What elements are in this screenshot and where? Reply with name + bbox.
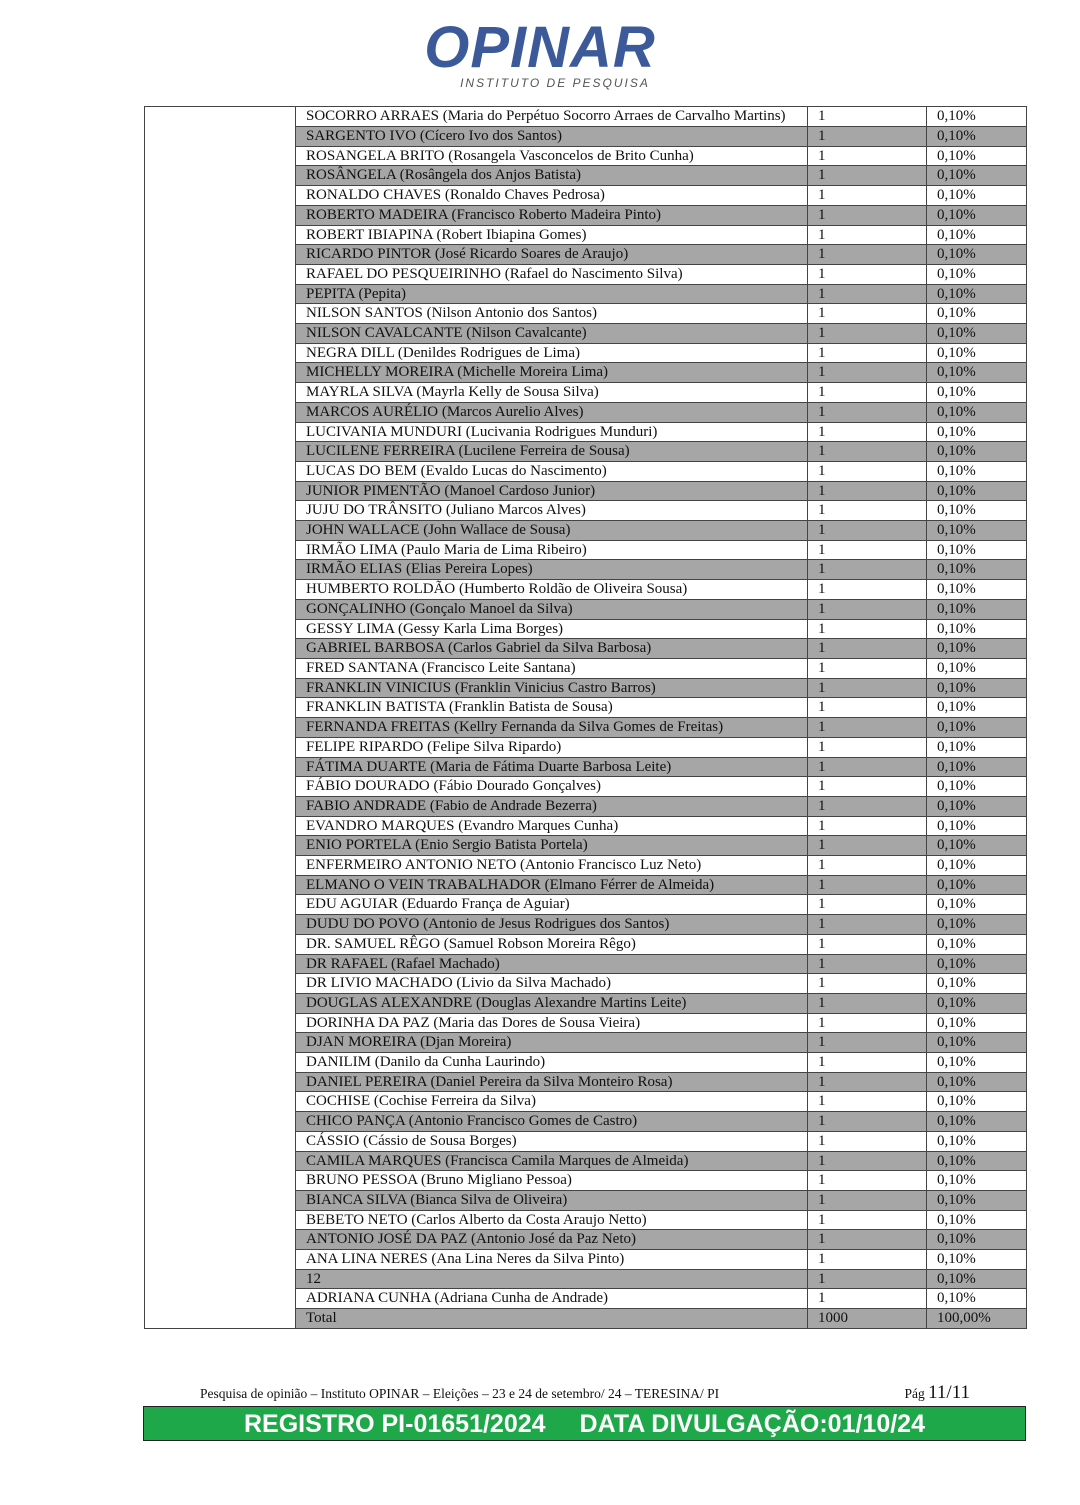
percent-cell: 0,10%	[927, 324, 1027, 344]
candidate-name-cell: NILSON SANTOS (Nilson Antonio dos Santos)	[296, 304, 808, 324]
votes-cell: 1	[808, 501, 927, 521]
candidate-name-cell: ROBERTO MADEIRA (Francisco Roberto Madeira Pinto)	[296, 205, 808, 225]
candidate-name-cell: EVANDRO MARQUES (Evandro Marques Cunha)	[296, 816, 808, 836]
percent-cell: 0,10%	[927, 1013, 1027, 1033]
candidate-name-cell: CHICO PANÇA (Antonio Francisco Gomes de Castro)	[296, 1112, 808, 1132]
percent-cell: 0,10%	[927, 580, 1027, 600]
percent-cell: 0,10%	[927, 166, 1027, 186]
votes-cell: 1	[808, 166, 927, 186]
votes-cell: 1	[808, 737, 927, 757]
results-table-body	[145, 107, 1027, 1329]
votes-cell: 1	[808, 1112, 927, 1132]
percent-cell: 0,10%	[927, 205, 1027, 225]
candidate-name-cell: SARGENTO IVO (Cícero Ivo dos Santos)	[296, 127, 808, 147]
percent-cell: 0,10%	[927, 954, 1027, 974]
footer-text: Pesquisa de opinião – Instituto OPINAR – Eleições – 23 e 24 de setembro/ 24 – TERESINA/ PI	[200, 1386, 720, 1401]
votes-cell: 1	[808, 954, 927, 974]
percent-cell: 0,10%	[927, 461, 1027, 481]
registration-banner	[143, 1406, 1026, 1441]
table-row	[145, 107, 1027, 127]
percent-cell: 0,10%	[927, 1171, 1027, 1191]
logo	[0, 15, 1080, 90]
candidate-name-cell: JUNIOR PIMENTÃO (Manoel Cardoso Junior)	[296, 481, 808, 501]
candidate-name-cell: DJAN MOREIRA (Djan Moreira)	[296, 1033, 808, 1053]
percent-cell: 0,10%	[927, 343, 1027, 363]
percent-cell: 0,10%	[927, 678, 1027, 698]
candidate-name-cell: ELMANO O VEIN TRABALHADOR (Elmano Férrer de Almeida)	[296, 875, 808, 895]
votes-cell: 1	[808, 1131, 927, 1151]
votes-cell: 1	[808, 934, 927, 954]
candidate-name-cell: IRMÃO ELIAS (Elias Pereira Lopes)	[296, 560, 808, 580]
votes-cell: 1	[808, 796, 927, 816]
votes-cell: 1	[808, 678, 927, 698]
percent-cell: 0,10%	[927, 383, 1027, 403]
page-number: 11/11	[928, 1382, 970, 1403]
candidate-name-cell: PEPITA (Pepita)	[296, 284, 808, 304]
candidate-name-cell: HUMBERTO ROLDÃO (Humberto Roldão de Oliveira Sousa)	[296, 580, 808, 600]
candidate-name-cell: IRMÃO LIMA (Paulo Maria de Lima Ribeiro)	[296, 540, 808, 560]
candidate-name-cell: ROSANGELA BRITO (Rosangela Vasconcelos de Brito Cunha)	[296, 146, 808, 166]
percent-cell: 0,10%	[927, 1092, 1027, 1112]
candidate-name-cell: FÁBIO DOURADO (Fábio Dourado Gonçalves)	[296, 777, 808, 797]
percent-cell: 0,10%	[927, 422, 1027, 442]
percent-cell: 0,10%	[927, 599, 1027, 619]
votes-cell: 1	[808, 836, 927, 856]
percent-cell: 0,10%	[927, 619, 1027, 639]
votes-cell: 1	[808, 205, 927, 225]
candidate-name-cell: DR. SAMUEL RÊGO (Samuel Robson Moreira Rêgo)	[296, 934, 808, 954]
percent-cell: 0,10%	[927, 1269, 1027, 1289]
candidate-name-cell: EDU AGUIAR (Eduardo França de Aguiar)	[296, 895, 808, 915]
votes-cell: 1	[808, 993, 927, 1013]
candidate-name-cell: BRUNO PESSOA (Bruno Migliano Pessoa)	[296, 1171, 808, 1191]
candidate-name-cell: ROSÂNGELA (Rosângela dos Anjos Batista)	[296, 166, 808, 186]
votes-cell: 1	[808, 1053, 927, 1073]
percent-cell: 0,10%	[927, 521, 1027, 541]
percent-cell: 0,10%	[927, 836, 1027, 856]
candidate-name-cell: BEBETO NETO (Carlos Alberto da Costa Araujo Netto)	[296, 1210, 808, 1230]
candidate-name-cell: ENFERMEIRO ANTONIO NETO (Antonio Francisco Luz Neto)	[296, 856, 808, 876]
logo-text: OPINAR	[424, 15, 656, 80]
candidate-name-cell: FERNANDA FREITAS (Kellry Fernanda da Silva Gomes de Freitas)	[296, 718, 808, 738]
candidate-name-cell: DR LIVIO MACHADO (Livio da Silva Machado)	[296, 974, 808, 994]
candidate-name-cell: GESSY LIMA (Gessy Karla Lima Borges)	[296, 619, 808, 639]
percent-cell: 0,10%	[927, 1289, 1027, 1309]
votes-cell: 1	[808, 107, 927, 127]
logo-subtitle: INSTITUTO DE PESQUISA	[460, 76, 650, 90]
votes-cell: 1	[808, 1013, 927, 1033]
percent-cell: 0,10%	[927, 974, 1027, 994]
votes-cell: 1	[808, 363, 927, 383]
candidate-name-cell: ENIO PORTELA (Enio Sergio Batista Portela)	[296, 836, 808, 856]
votes-cell: 1	[808, 481, 927, 501]
candidate-name-cell: LUCAS DO BEM (Evaldo Lucas do Nascimento)	[296, 461, 808, 481]
data-divulgacao-text: DATA DIVULGAÇÃO:01/10/24	[579, 1410, 925, 1438]
candidate-name-cell: DANILIM (Danilo da Cunha Laurindo)	[296, 1053, 808, 1073]
candidate-name-cell: MARCOS AURÉLIO (Marcos Aurelio Alves)	[296, 402, 808, 422]
percent-cell: 0,10%	[927, 304, 1027, 324]
candidate-name-cell: BIANCA SILVA (Bianca Silva de Oliveira)	[296, 1190, 808, 1210]
votes-cell: 1	[808, 698, 927, 718]
candidate-name-cell: COCHISE (Cochise Ferreira da Silva)	[296, 1092, 808, 1112]
percent-cell: 0,10%	[927, 481, 1027, 501]
votes-cell: 1	[808, 580, 927, 600]
candidate-name-cell: DUDU DO POVO (Antonio de Jesus Rodrigues dos Santos)	[296, 915, 808, 935]
candidate-name-cell: MICHELLY MOREIRA (Michelle Moreira Lima)	[296, 363, 808, 383]
votes-cell: 1	[808, 1190, 927, 1210]
votes-cell: 1	[808, 639, 927, 659]
votes-cell: 1	[808, 895, 927, 915]
votes-cell: 1	[808, 146, 927, 166]
footer	[200, 1382, 980, 1403]
votes-cell: 1	[808, 383, 927, 403]
page-indicator	[905, 1382, 971, 1404]
results-table-container	[144, 106, 1026, 1329]
votes-cell: 1	[808, 816, 927, 836]
percent-cell: 0,10%	[927, 757, 1027, 777]
candidate-name-cell: ANA LINA NERES (Ana Lina Neres da Silva Pinto)	[296, 1250, 808, 1270]
candidate-name-cell: DR RAFAEL (Rafael Machado)	[296, 954, 808, 974]
candidate-name-cell: FRED SANTANA (Francisco Leite Santana)	[296, 658, 808, 678]
candidate-name-cell: FÁTIMA DUARTE (Maria de Fátima Duarte Barbosa Leite)	[296, 757, 808, 777]
candidate-name-cell: FRANKLIN BATISTA (Franklin Batista de Sousa)	[296, 698, 808, 718]
percent-cell: 0,10%	[927, 856, 1027, 876]
percent-cell: 0,10%	[927, 1210, 1027, 1230]
votes-cell: 1	[808, 245, 927, 265]
candidate-name-cell: LUCILENE FERREIRA (Lucilene Ferreira de Sousa)	[296, 442, 808, 462]
votes-cell: 1	[808, 1151, 927, 1171]
votes-cell: 1	[808, 304, 927, 324]
votes-cell: 1	[808, 1072, 927, 1092]
candidate-name-cell: RONALDO CHAVES (Ronaldo Chaves Pedrosa)	[296, 186, 808, 206]
votes-cell: 1	[808, 1171, 927, 1191]
votes-cell: 1	[808, 343, 927, 363]
votes-cell: 1	[808, 324, 927, 344]
votes-cell: 1	[808, 1033, 927, 1053]
votes-cell: 1	[808, 560, 927, 580]
candidate-name-cell: LUCIVANIA MUNDURI (Lucivania Rodrigues Munduri)	[296, 422, 808, 442]
results-table	[144, 106, 1027, 1329]
votes-cell: 1	[808, 540, 927, 560]
candidate-name-cell: FRANKLIN VINICIUS (Franklin Vinicius Castro Barros)	[296, 678, 808, 698]
percent-cell: 0,10%	[927, 1033, 1027, 1053]
percent-cell: 100,00%	[927, 1309, 1027, 1329]
candidate-name-cell: CÁSSIO (Cássio de Sousa Borges)	[296, 1131, 808, 1151]
candidate-name-cell: GONÇALINHO (Gonçalo Manoel da Silva)	[296, 599, 808, 619]
votes-cell: 1	[808, 521, 927, 541]
votes-cell: 1	[808, 442, 927, 462]
percent-cell: 0,10%	[927, 284, 1027, 304]
votes-cell: 1	[808, 1250, 927, 1270]
percent-cell: 0,10%	[927, 402, 1027, 422]
votes-cell: 1	[808, 127, 927, 147]
votes-cell: 1	[808, 915, 927, 935]
percent-cell: 0,10%	[927, 737, 1027, 757]
candidate-name-cell: GABRIEL BARBOSA (Carlos Gabriel da Silva Barbosa)	[296, 639, 808, 659]
percent-cell: 0,10%	[927, 501, 1027, 521]
votes-cell: 1	[808, 186, 927, 206]
percent-cell: 0,10%	[927, 225, 1027, 245]
percent-cell: 0,10%	[927, 698, 1027, 718]
candidate-name-cell: RICARDO PINTOR (José Ricardo Soares de Araujo)	[296, 245, 808, 265]
percent-cell: 0,10%	[927, 639, 1027, 659]
percent-cell: 0,10%	[927, 245, 1027, 265]
candidate-name-cell: NILSON CAVALCANTE (Nilson Cavalcante)	[296, 324, 808, 344]
percent-cell: 0,10%	[927, 1112, 1027, 1132]
votes-cell: 1	[808, 974, 927, 994]
votes-cell: 1	[808, 1230, 927, 1250]
percent-cell: 0,10%	[927, 718, 1027, 738]
votes-cell: 1	[808, 757, 927, 777]
candidate-name-cell: FELIPE RIPARDO (Felipe Silva Ripardo)	[296, 737, 808, 757]
blank-column-cell	[145, 107, 296, 1329]
candidate-name-cell: MAYRLA SILVA (Mayrla Kelly de Sousa Silva)	[296, 383, 808, 403]
votes-cell: 1	[808, 422, 927, 442]
percent-cell: 0,10%	[927, 1053, 1027, 1073]
percent-cell: 0,10%	[927, 875, 1027, 895]
registro-text: REGISTRO PI-01651/2024	[244, 1410, 546, 1438]
percent-cell: 0,10%	[927, 895, 1027, 915]
percent-cell: 0,10%	[927, 1072, 1027, 1092]
percent-cell: 0,10%	[927, 915, 1027, 935]
percent-cell: 0,10%	[927, 777, 1027, 797]
percent-cell: 0,10%	[927, 934, 1027, 954]
candidate-name-cell: JUJU DO TRÂNSITO (Juliano Marcos Alves)	[296, 501, 808, 521]
percent-cell: 0,10%	[927, 658, 1027, 678]
candidate-name-cell: JOHN WALLACE (John Wallace de Sousa)	[296, 521, 808, 541]
votes-cell: 1	[808, 225, 927, 245]
votes-cell: 1	[808, 264, 927, 284]
votes-cell: 1	[808, 284, 927, 304]
percent-cell: 0,10%	[927, 442, 1027, 462]
votes-cell: 1	[808, 777, 927, 797]
candidate-name-cell: ANTONIO JOSÉ DA PAZ (Antonio José da Paz Neto)	[296, 1230, 808, 1250]
percent-cell: 0,10%	[927, 540, 1027, 560]
candidate-name-cell: DOUGLAS ALEXANDRE (Douglas Alexandre Martins Leite)	[296, 993, 808, 1013]
percent-cell: 0,10%	[927, 363, 1027, 383]
candidate-name-cell: NEGRA DILL (Denildes Rodrigues de Lima)	[296, 343, 808, 363]
votes-cell: 1	[808, 1092, 927, 1112]
candidate-name-cell: 12	[296, 1269, 808, 1289]
votes-cell: 1	[808, 619, 927, 639]
votes-cell: 1	[808, 402, 927, 422]
percent-cell: 0,10%	[927, 146, 1027, 166]
votes-cell: 1000	[808, 1309, 927, 1329]
percent-cell: 0,10%	[927, 186, 1027, 206]
candidate-name-cell: ROBERT IBIAPINA (Robert Ibiapina Gomes)	[296, 225, 808, 245]
candidate-name-cell: CAMILA MARQUES (Francisca Camila Marques de Almeida)	[296, 1151, 808, 1171]
percent-cell: 0,10%	[927, 264, 1027, 284]
percent-cell: 0,10%	[927, 1230, 1027, 1250]
votes-cell: 1	[808, 718, 927, 738]
percent-cell: 0,10%	[927, 1131, 1027, 1151]
votes-cell: 1	[808, 875, 927, 895]
percent-cell: 0,10%	[927, 993, 1027, 1013]
percent-cell: 0,10%	[927, 127, 1027, 147]
votes-cell: 1	[808, 856, 927, 876]
percent-cell: 0,10%	[927, 1151, 1027, 1171]
candidate-name-cell: SOCORRO ARRAES (Maria do Perpétuo Socorro Arraes de Carvalho Martins)	[296, 107, 808, 127]
votes-cell: 1	[808, 461, 927, 481]
candidate-name-cell: DORINHA DA PAZ (Maria das Dores de Sousa Vieira)	[296, 1013, 808, 1033]
candidate-name-cell: RAFAEL DO PESQUEIRINHO (Rafael do Nascimento Silva)	[296, 264, 808, 284]
votes-cell: 1	[808, 658, 927, 678]
percent-cell: 0,10%	[927, 560, 1027, 580]
page-prefix: Pág	[904, 1386, 925, 1401]
percent-cell: 0,10%	[927, 1190, 1027, 1210]
percent-cell: 0,10%	[927, 796, 1027, 816]
candidate-name-cell: Total	[296, 1309, 808, 1329]
votes-cell: 1	[808, 1289, 927, 1309]
candidate-name-cell: DANIEL PEREIRA (Daniel Pereira da Silva Monteiro Rosa)	[296, 1072, 808, 1092]
percent-cell: 0,10%	[927, 1250, 1027, 1270]
percent-cell: 0,10%	[927, 816, 1027, 836]
votes-cell: 1	[808, 1210, 927, 1230]
votes-cell: 1	[808, 599, 927, 619]
percent-cell: 0,10%	[927, 107, 1027, 127]
candidate-name-cell: ADRIANA CUNHA (Adriana Cunha de Andrade)	[296, 1289, 808, 1309]
candidate-name-cell: FABIO ANDRADE (Fabio de Andrade Bezerra)	[296, 796, 808, 816]
votes-cell: 1	[808, 1269, 927, 1289]
